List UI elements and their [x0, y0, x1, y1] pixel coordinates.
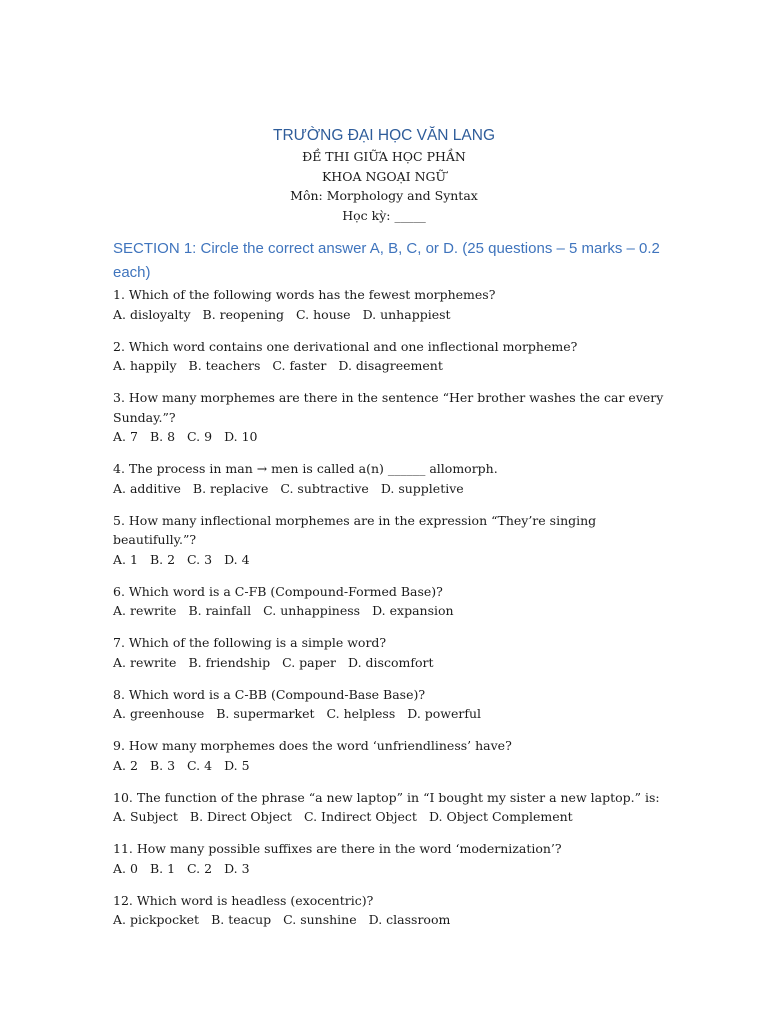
question-text: 2. Which word contains one derivational and one inflectional morpheme? [113, 338, 578, 354]
option-a: A. pickpocket [113, 912, 200, 927]
question-text: 12. Which word is headless (exocentric)? [113, 892, 374, 908]
option-a: A. greenhouse [113, 706, 205, 721]
option-b: B. teacup [211, 912, 272, 927]
question-text: 1. Which of the following words has the fewest morphemes? [113, 287, 496, 302]
option-b: B. 2 [149, 551, 176, 567]
option-d: D. 3 [224, 860, 250, 876]
question-text: 5. How many inflectional morphemes are in the expression “They’re singing beautifully.”? [113, 512, 597, 547]
question-text: 4. The process in man → men is called a(n) ______ allomorph. [113, 461, 498, 476]
subject-line: Môn: Morphology and Syntax [290, 188, 478, 203]
question-list [113, 285, 673, 942]
option-a: A. 2 [113, 757, 138, 773]
option-b: B. reopening [202, 306, 285, 322]
option-a: A. Subject [113, 809, 178, 824]
option-b: B. supermarket [216, 706, 315, 721]
answer-options [113, 305, 673, 325]
answer-options [113, 356, 673, 376]
question-text: 11. How many possible suffixes are there in the word ‘modernization’? [113, 841, 562, 856]
option-c: C. helpless [326, 706, 396, 721]
option-a: A. 0 [113, 860, 138, 876]
option-d: D. disagreement [338, 358, 443, 373]
question-1 [113, 285, 673, 324]
question-text: 9. How many morphemes does the word ‘unfriendliness’ have? [113, 738, 512, 753]
question-12 [113, 891, 673, 930]
option-b: B. 1 [149, 860, 176, 876]
question-6 [113, 582, 673, 621]
answer-options [113, 550, 673, 570]
option-d: D. discomfort [348, 654, 434, 670]
answer-options [113, 859, 673, 879]
option-b: B. teachers [188, 358, 261, 373]
option-a: A. additive [113, 480, 181, 496]
option-c: C. 9 [187, 429, 213, 444]
question-text: 6. Which word is a C-FB (Compound-Formed Base)? [113, 583, 443, 599]
question-5 [113, 511, 673, 570]
question-text: 10. The function of the phrase “a new laptop” in “I bought my sister a new laptop.” is: [113, 789, 660, 805]
option-c: C. 3 [187, 551, 213, 567]
answer-options [113, 601, 673, 621]
question-7 [113, 633, 673, 672]
question-10 [113, 788, 673, 827]
option-b: B. friendship [188, 654, 271, 670]
question-9 [113, 736, 673, 775]
option-a: A. rewrite [113, 654, 177, 670]
answer-options [113, 427, 673, 447]
option-d: D. expansion [372, 603, 454, 618]
option-c: C. unhappiness [263, 603, 361, 618]
option-b: B. rainfall [188, 603, 252, 618]
question-3 [113, 388, 673, 447]
option-a: A. 7 [113, 429, 138, 444]
option-c: C. paper [282, 654, 337, 670]
option-c: C. faster [272, 358, 327, 373]
option-a: A. rewrite [113, 603, 177, 618]
option-d: D. 5 [224, 757, 250, 773]
option-d: D. 10 [224, 429, 258, 444]
option-d: D. classroom [368, 912, 451, 927]
question-4 [113, 459, 673, 498]
option-c: C. 2 [187, 860, 213, 876]
option-b: B. 8 [149, 429, 176, 444]
option-a: A. 1 [113, 551, 138, 567]
faculty-name: KHOA NGOẠI NGỮ [321, 168, 447, 184]
semester-line: Học kỳ: _____ [342, 207, 426, 223]
answer-options [113, 704, 673, 724]
exam-header [0, 125, 768, 225]
school-name: TRƯỜNG ĐẠI HỌC VĂN LANG [272, 127, 496, 144]
question-8 [113, 685, 673, 724]
question-11 [113, 839, 673, 878]
option-c: C. sunshine [283, 912, 357, 927]
section-heading: SECTION 1: Circle the correct answer A, B, C, or D. (25 questions – 5 marks – 0.2 each) [113, 240, 660, 281]
option-d: D. suppletive [380, 480, 464, 496]
option-b: B. 3 [149, 757, 176, 773]
option-d: D. powerful [407, 706, 482, 721]
question-2 [113, 337, 673, 376]
question-text: 7. Which of the following is a simple word? [113, 635, 387, 650]
option-d: D. 4 [224, 551, 250, 567]
option-b: B. replacive [192, 480, 269, 496]
question-text: 3. How many morphemes are there in the sentence “Her brother washes the car every Sunday.”? [113, 390, 664, 425]
answer-options [113, 653, 673, 673]
exam-title: ĐỀ THI GIỮA HỌC PHẦN [302, 149, 466, 164]
answer-options [113, 479, 673, 499]
answer-options [113, 807, 673, 827]
option-c: C. subtractive [280, 480, 369, 496]
option-c: C. Indirect Object [303, 809, 417, 824]
option-c: C. house [296, 306, 351, 322]
answer-options [113, 910, 673, 930]
question-text: 8. Which word is a C-BB (Compound-Base Base)? [113, 686, 426, 702]
option-a: A. disloyalty [113, 306, 191, 322]
answer-options [113, 756, 673, 776]
option-d: D. unhappiest [362, 306, 451, 322]
option-b: B. Direct Object [189, 809, 292, 824]
option-c: C. 4 [187, 757, 213, 773]
option-a: A. happily [113, 358, 177, 373]
option-d: D. Object Complement [428, 809, 573, 824]
